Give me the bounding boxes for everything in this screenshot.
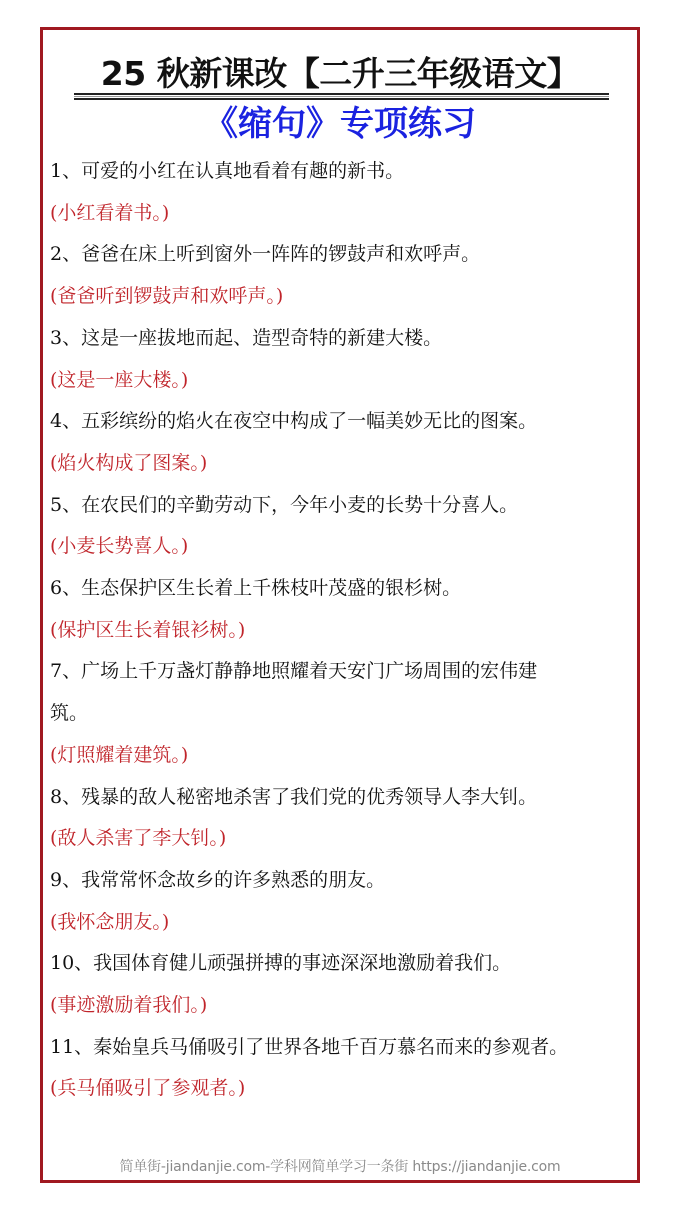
answer-6: (保护区生长着银衫树。) (50, 618, 246, 641)
question-1: 1、可爱的小红在认真地看着有趣的新书。 (50, 160, 405, 182)
answer-5: (小麦长势喜人。) (50, 535, 189, 558)
question-11: 11、秦始皇兵马俑吸引了世界各地千百万慕名而来的参观者。 (50, 1035, 569, 1058)
question-2: 2、爸爸在床上听到窗外一阵阵的锣鼓声和欢呼声。 (50, 243, 481, 266)
question-10: 10、我国体育健儿顽强拼搏的事迹深深地激励着我们。 (50, 952, 512, 975)
question-4: 4、五彩缤纷的焰火在夜空中构成了一幅美妙无比的图案。 (50, 410, 538, 433)
exercise-list (50, 151, 630, 1110)
question-6: 6、生态保护区生长着上千株枝叶茂盛的银杉树。 (50, 577, 462, 600)
page-border-frame (40, 27, 640, 1183)
answer-8: (敌人杀害了李大钊。) (50, 827, 227, 850)
answer-10: (事迹激励着我们。) (50, 994, 208, 1017)
answer-11: (兵马俑吸引了参观者。) (50, 1077, 246, 1100)
question-7-continued: 筑。 (50, 702, 89, 725)
answer-7: (灯照耀着建筑。) (50, 743, 189, 766)
question-5: 5、在农民们的辛勤劳动下，今年小麦的长势十分喜人。 (50, 493, 519, 516)
answer-2: (爸爸听到锣鼓声和欢呼声。) (50, 285, 284, 308)
answer-1: (小红看着书。) (50, 201, 170, 224)
answer-3: (这是一座大楼。) (50, 368, 189, 391)
title-double-underline (74, 93, 609, 100)
question-8: 8、残暴的敌人秘密地杀害了我们党的优秀领导人李大钊。 (50, 785, 538, 808)
question-7: 7、广场上千万盏灯静静地照耀着天安门广场周围的宏伟建 (50, 660, 538, 683)
footer-watermark: 简单街-jiandanjie.com-学科网简单学习一条街 https://jiandanjie.com (119, 1159, 561, 1175)
answer-9: (我怀念朋友。) (50, 910, 170, 933)
answer-4: (焰火构成了图案。) (50, 451, 208, 474)
document-subtitle: 《缩句》专项练习 (204, 104, 476, 144)
question-9: 9、我常常怀念故乡的许多熟悉的朋友。 (50, 868, 386, 891)
question-3: 3、这是一座拔地而起、造型奇特的新建大楼。 (50, 326, 443, 349)
document-title: 25 秋新课改【二升三年级语文】 (100, 54, 580, 93)
